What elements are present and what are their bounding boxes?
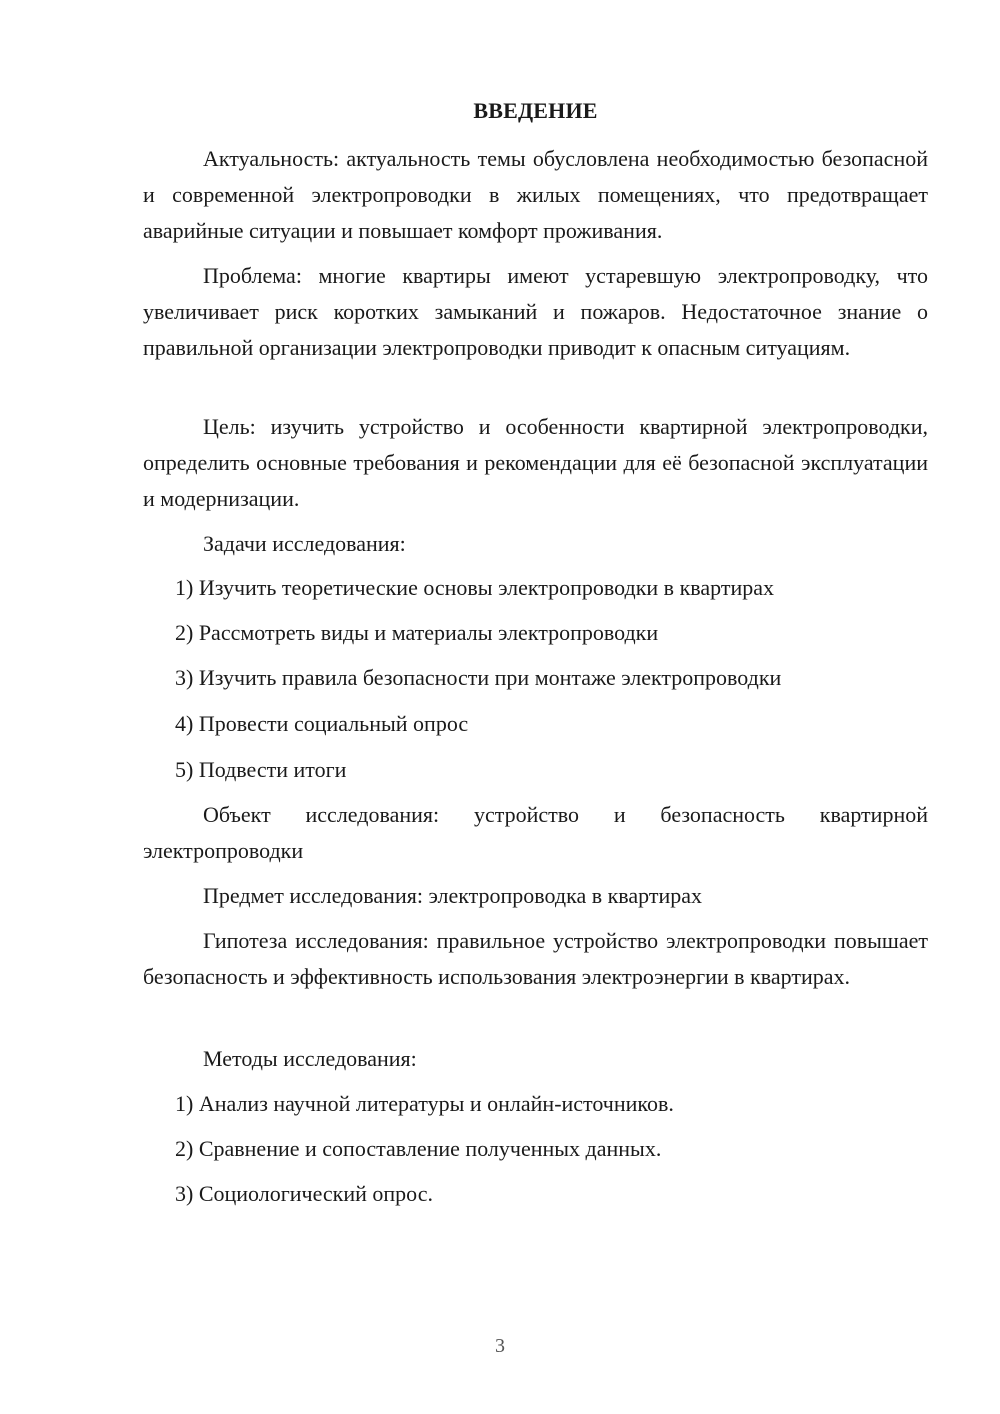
task-item-1: 1) Изучить теоретические основы электропроводки в квартирах: [175, 575, 774, 600]
methods-heading: Методы исследования:: [203, 1046, 417, 1071]
method-item-3: 3) Социологический опрос.: [175, 1181, 433, 1206]
paragraph-relevance: Актуальность: актуальность темы обусловлена необходимостью безопасной и современной электропроводки в жилых помещениях, что предотвращает аварийные ситуации и повышает комфорт проживания.: [143, 146, 928, 243]
task-item-4: 4) Провести социальный опрос: [175, 711, 469, 736]
task-item-2: 2) Рассмотреть виды и материалы электропроводки: [175, 620, 659, 645]
paragraph-subject: Предмет исследования: электропроводка в квартирах: [203, 883, 703, 908]
tasks-heading: Задачи исследования:: [203, 531, 406, 556]
task-item-3: 3) Изучить правила безопасности при монтаже электропроводки: [175, 665, 782, 690]
task-item-5: 5) Подвести итоги: [175, 757, 347, 782]
method-item-2: 2) Сравнение и сопоставление полученных данных.: [175, 1136, 662, 1161]
method-item-1: 1) Анализ научной литературы и онлайн-источников.: [175, 1091, 674, 1116]
page-number: 3: [495, 1335, 505, 1357]
paragraph-problem: Проблема: многие квартиры имеют устаревшую электропроводку, что увеличивает риск коротких замыканий и пожаров. Недостаточное знание о правильной организации электропроводки приводит к опасным ситуациям.: [143, 263, 928, 360]
paragraph-goal: Цель: изучить устройство и особенности квартирной электропроводки, определить основные требования и рекомендации для её безопасной эксплуатации и модернизации.: [143, 414, 928, 511]
section-title: ВВЕДЕНИЕ: [473, 98, 598, 123]
paragraph-object: Объект исследования: устройство и безопасность квартирной электропроводки: [143, 802, 928, 863]
paragraph-hypothesis: Гипотеза исследования: правильное устройство электропроводки повышает безопасность и эффективность использования электроэнергии в квартирах.: [143, 928, 928, 989]
